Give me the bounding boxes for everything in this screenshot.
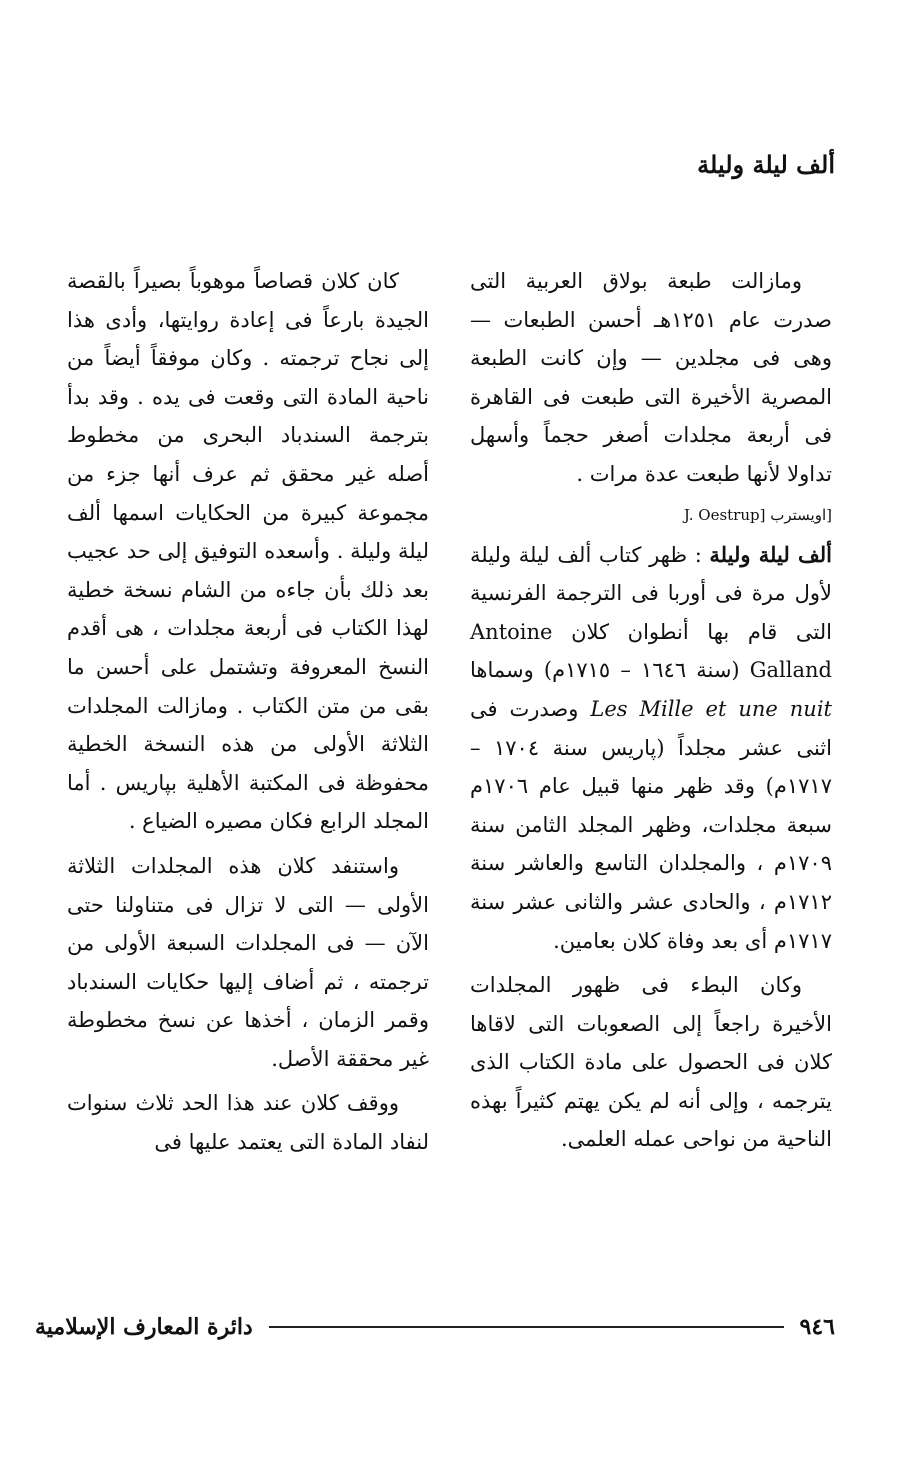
source-citation [470,500,832,530]
paragraph: ومازالت طبعة بولاق العربية التى صدرت عام ١٢٥١هـ أحسن الطبعات — وهى فى مجلدين — وإن كانت الطبعة المصرية الأخيرة التى طبعت فى القاهرة فى أربعة مجلدات أصغر حجماً وأسهل تداولا لأنها طبعت عدة مرات . [470,269,832,486]
entry-text-c: وصدرت فى اثنى عشر مجلداً (پاريس سنة ١٧٠٤ – ١٧١٧م) وقد ظهر منها قبيل عام ١٧٠٦م سبعة مجلدات، وظهر المجلد الثامن سنة ١٧٠٩م ، والمجلدان التاسع والعاشر سنة ١٧١٢م ، والحادى عشر والثانى عشر سنة ١٧١٧م أى بعد وفاة كلان بعامين. [470,696,832,953]
latin-title: Les Mille et une nuit [590,696,832,721]
paragraph: كان كلان قصاصاً موهوباً بصيراً بالقصة الجيدة بارعاً فى إعادة روايتها، وأدى هذا إلى نجاح ترجمته . وكان موفقاً أيضاً من ناحية المادة التى وقعت فى يده . وقد بدأ بترجمة السندباد البحرى من مخطوط أصله غير محقق ثم عرف أنها جزء من مجموعة كبيرة من الحكايات اسمها ألف ليلة وليلة . وأسعده التوفيق إلى حد عجيب بعد ذلك بأن جاءه من الشام نسخة خطية لهذا الكتاب فى أربعة مجلدات ، هى أقدم النسخ المعروفة وتشتمل على أحسن ما بقى من متن الكتاب . ومازالت المجلدات الثلاثة الأولى من هذه النسخة الخطية محفوظة فى المكتبة الأهلية بپاريس . أما المجلد الرابع فكان مصيره الضياع . [67,269,429,834]
latin-name: Antoine Galland [470,619,832,683]
paragraph: وكان البطء فى ظهور المجلدات الأخيرة راجعاً إلى الصعوبات التى لاقاها كلان فى الحصول على مادة الكتاب الذى يترجمه ، وإلى أنه لم يكن يهتم كثيراً بهذه الناحية من نواحى عمله العلمى. [470,973,832,1152]
paragraph: واستنفد كلان هذه المجلدات الثلاثة الأولى — التى لا تزال فى متناولنا حتى الآن — فى المجلدات السبعة الأولى من ترجمته ، ثم أضاف إليها حكايات السندباد وقمر الزمان ، أخذها عن نسخ مخطوطة غير محققة الأصل. [67,853,429,1071]
source-arabic: [اويسترب [770,505,832,524]
running-header: ألف ليلة وليلة [697,150,835,179]
publication-title: دائرة المعارف الإسلامية [35,1314,253,1340]
entry-text-b: (سنة ١٦٤٦ – ١٧١٥م) وسماها [470,658,750,683]
entry-title: ألف ليلة وليلة [709,541,832,567]
entry-paragraph [470,536,832,961]
footer-rule [269,1326,784,1328]
right-column [470,262,832,1165]
source-latin: J. Oestrup] [683,505,766,524]
paragraph: ووقف كلان عند هذا الحد ثلاث سنوات لنفاد المادة التى يعتمد عليها فى [67,1091,429,1155]
page-number: ٩٤٦ [799,1314,835,1340]
entry-text-a: : ظهر كتاب ألف ليلة وليلة لأول مرة فى أوربا فى الترجمة الفرنسية التى قام بها أنطوان كلان [470,542,832,644]
left-column [67,262,429,1168]
page-footer [35,1312,835,1342]
